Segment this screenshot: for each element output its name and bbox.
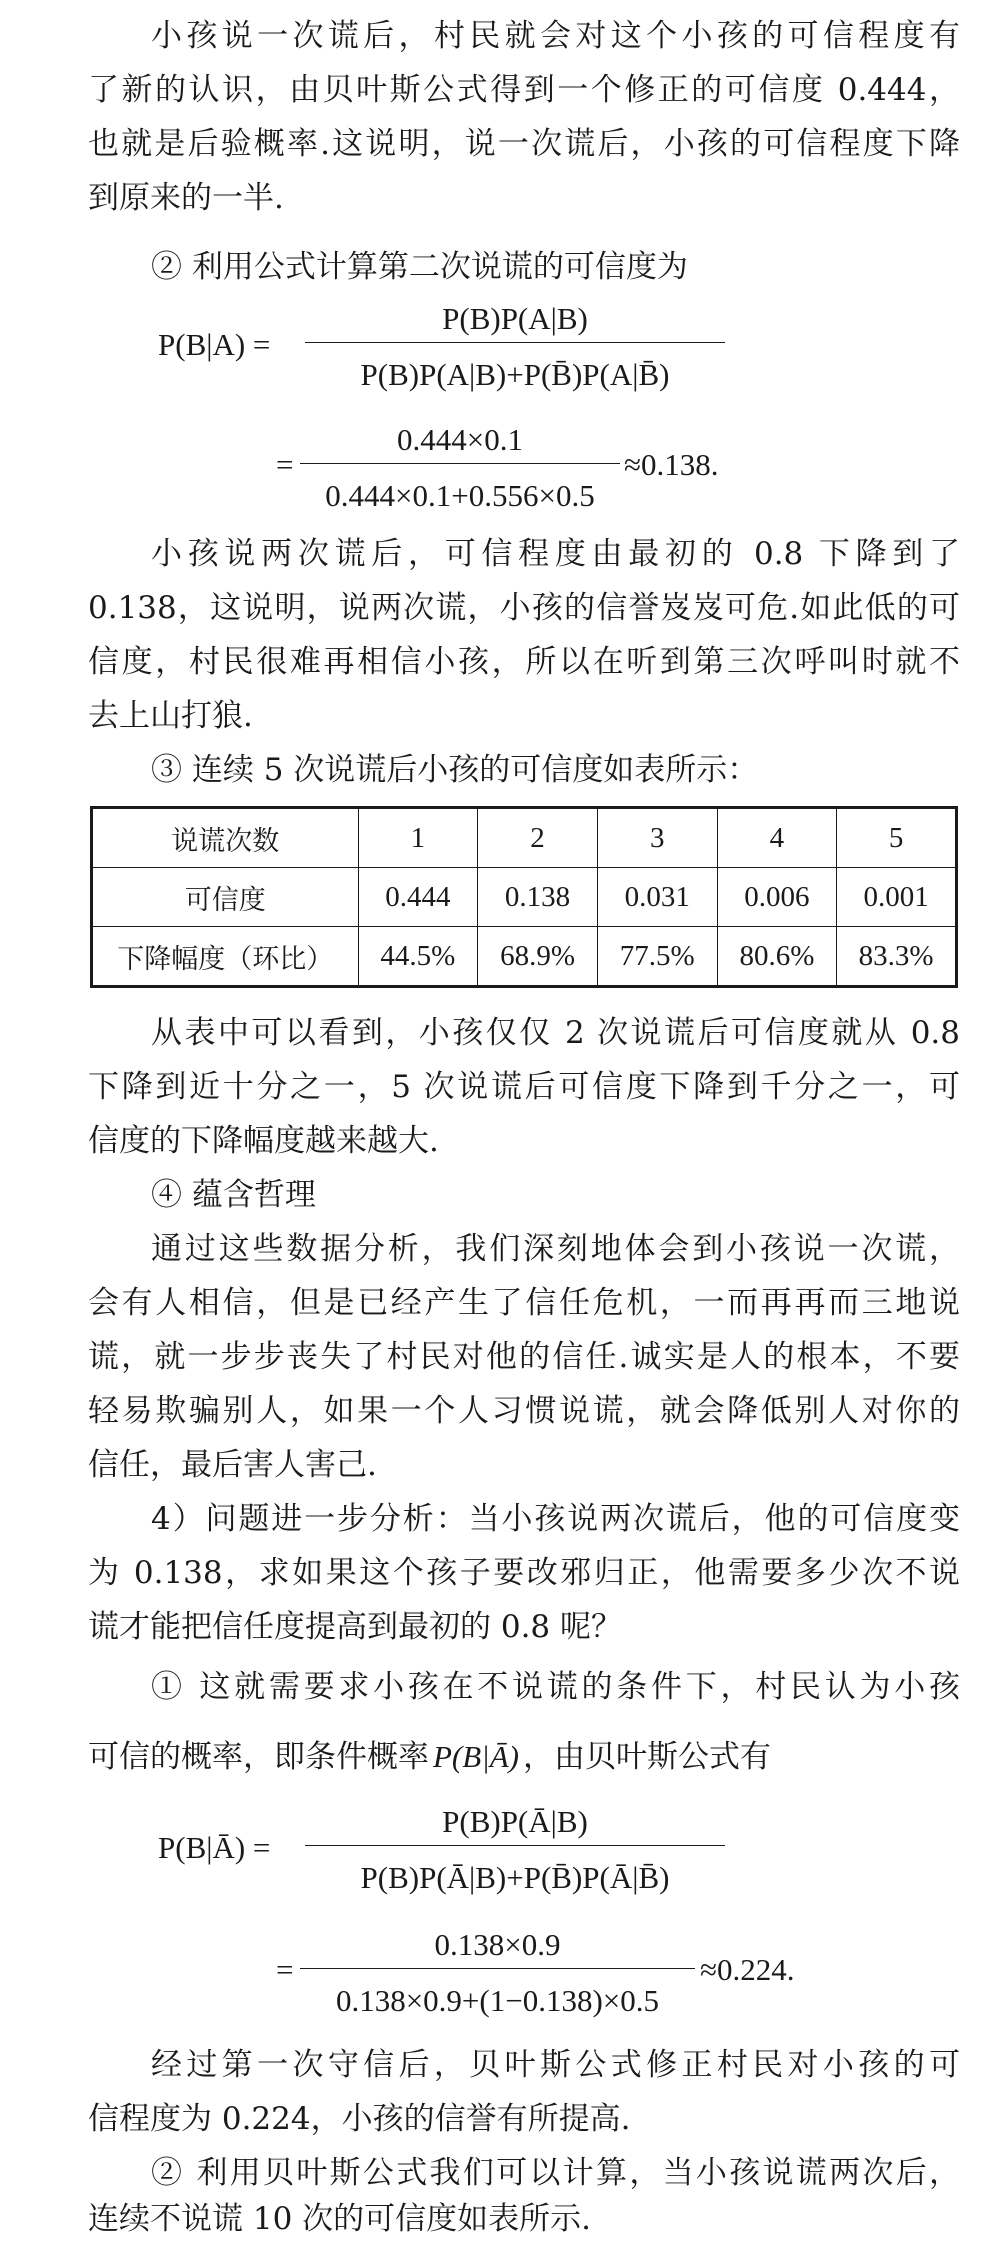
text-line: 信任，最后害人害己. [88, 1447, 377, 1483]
formula-lhs: P(B|A) = [158, 327, 271, 362]
table-cell: 1 [358, 808, 478, 868]
formula-numerator: P(B)P(Ā|B) [442, 1804, 588, 1839]
inline-formula: P(B|Ā) [433, 1739, 519, 1774]
table-cell: 77.5% [597, 927, 717, 987]
table-cell: 0.001 [837, 868, 957, 927]
text-line: 会有人相信，但是已经产生了信任危机，一而再再而三地说 [88, 1285, 960, 1321]
table-cell: 0.006 [717, 868, 837, 927]
table-cell: 0.031 [597, 868, 717, 927]
text-line: 小孩说一次谎后，村民就会对这个小孩的可信程度有 [151, 18, 960, 54]
formula-denominator-numeric: 0.444×0.1+0.556×0.5 [325, 478, 595, 513]
credibility-table [90, 806, 958, 988]
text-line: 谎，就一步步丧失了村民对他的信任.诚实是人的根本，不要 [88, 1339, 960, 1375]
table-cell: 80.6% [717, 927, 837, 987]
formula-denominator-numeric: 0.138×0.9+(1−0.138)×0.5 [335, 1983, 660, 2018]
formula-numerator-numeric: 0.444×0.1 [397, 422, 523, 457]
table-cell: 44.5% [358, 927, 478, 987]
text-line: 通过这些数据分析，我们深刻地体会到小孩说一次谎， [151, 1231, 960, 1267]
formula-denominator: P(B)P(A|B)+P(B̄)P(A|B̄) [360, 357, 670, 392]
text-line: 也就是后验概率.这说明，说一次谎后，小孩的可信程度下降 [88, 126, 960, 162]
table-cell: 3 [597, 808, 717, 868]
equals-sign: = [276, 447, 294, 482]
text-line: 为 0.138，求如果这个孩子要改邪归正，他需要多少次不说 [88, 1555, 960, 1591]
table-cell: 5 [837, 808, 957, 868]
table-cell: 说谎次数 [92, 808, 359, 868]
fraction-bar [300, 1968, 695, 1969]
fraction-bar [305, 1845, 725, 1846]
text-line: 到原来的一半. [88, 180, 284, 216]
equals-sign: = [276, 1952, 294, 1987]
step-heading: ④ 蕴含哲理 [151, 1177, 316, 1213]
text-line: 去上山打狼. [88, 698, 253, 734]
fraction-bar [305, 342, 725, 343]
table-cell: 68.9% [478, 927, 598, 987]
text-line: 轻易欺骗别人，如果一个人习惯说谎，就会降低别人对你的 [88, 1393, 960, 1429]
table-cell: 下降幅度（环比） [92, 927, 359, 987]
table-cell: 可信度 [92, 868, 359, 927]
formula-lhs: P(B|Ā) = [158, 1830, 271, 1865]
text-line: 了新的认识，由贝叶斯公式得到一个修正的可信度 0.444， [88, 72, 960, 108]
step-heading: ③ 连续 5 次说谎后小孩的可信度如表所示： [151, 752, 759, 788]
table-cell: 2 [478, 808, 598, 868]
text-line: 经过第一次守信后，贝叶斯公式修正村民对小孩的可 [151, 2047, 960, 2083]
text-span: ，由贝叶斯公式有 [522, 1739, 771, 1775]
table-cell: 0.138 [478, 868, 598, 927]
formula-numerator-numeric: 0.138×0.9 [434, 1927, 561, 1962]
text-line: 信度，村民很难再相信小孩，所以在听到第三次呼叫时就不 [88, 644, 960, 680]
formula-numerator: P(B)P(A|B) [442, 301, 588, 336]
text-line: ② 利用贝叶斯公式我们可以计算，当小孩说谎两次后， [151, 2155, 960, 2191]
formula-result: ≈0.224. [700, 1952, 795, 1987]
text-line: 下降到近十分之一，5 次说谎后可信度下降到千分之一，可 [88, 1069, 960, 1105]
step-heading: ② 利用公式计算第二次说谎的可信度为 [151, 249, 688, 285]
text-line: ① 这就需要求小孩在不说谎的条件下，村民认为小孩 [151, 1669, 960, 1705]
table-row [92, 927, 957, 987]
table-cell: 0.444 [358, 868, 478, 927]
text-span: 可信的概率，即条件概率 [88, 1739, 429, 1775]
text-line: 谎才能把信任度提高到最初的 0.8 呢？ [88, 1609, 623, 1645]
table-cell: 83.3% [837, 927, 957, 987]
text-line: 信程度为 0.224，小孩的信誉有所提高. [88, 2101, 631, 2137]
text-line: 从表中可以看到，小孩仅仅 2 次说谎后可信度就从 0.8 [151, 1015, 960, 1051]
text-line: 0.138，这说明，说两次谎，小孩的信誉岌岌可危.如此低的可 [88, 590, 960, 626]
table-row [92, 868, 957, 927]
formula-denominator: P(B)P(Ā|B)+P(B̄)P(Ā|B̄) [360, 1860, 670, 1895]
text-line: 小孩说两次谎后，可信程度由最初的 0.8 下降到了 [151, 536, 960, 572]
text-line [88, 1730, 960, 1784]
text-line: 4）问题进一步分析：当小孩说两次谎后，他的可信度变 [151, 1501, 960, 1537]
fraction-bar [300, 463, 620, 464]
formula-result: ≈0.138. [624, 447, 719, 482]
text-line: 信度的下降幅度越来越大. [88, 1123, 439, 1159]
table-header-row [92, 808, 957, 868]
table-cell: 4 [717, 808, 837, 868]
text-line: 连续不说谎 10 次的可信度如表所示. [88, 2201, 592, 2237]
